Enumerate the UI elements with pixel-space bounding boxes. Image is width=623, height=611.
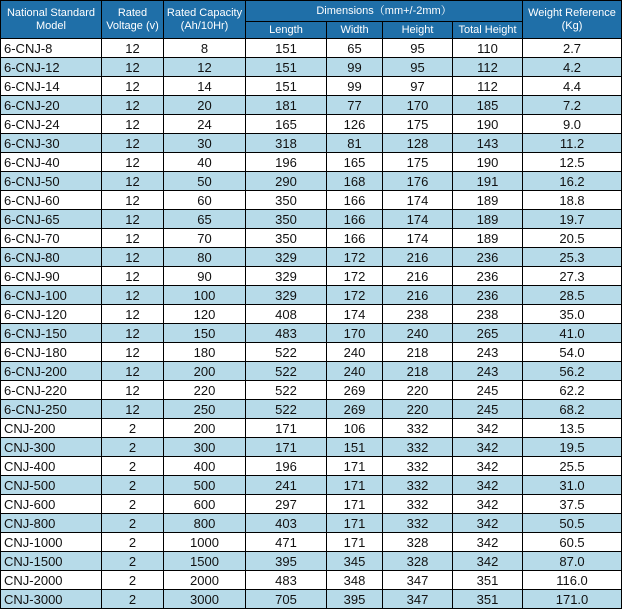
cell-voltage: 12 <box>102 134 164 153</box>
cell-total-height: 238 <box>453 305 523 324</box>
cell-length: 151 <box>246 58 327 77</box>
table-row <box>1 191 622 210</box>
cell-width: 166 <box>327 210 383 229</box>
cell-model: 6-CNJ-14 <box>1 77 102 96</box>
cell-capacity: 30 <box>164 134 246 153</box>
cell-voltage: 12 <box>102 115 164 134</box>
cell-voltage: 12 <box>102 172 164 191</box>
cell-model: 6-CNJ-250 <box>1 400 102 419</box>
cell-capacity: 1000 <box>164 533 246 552</box>
cell-height: 95 <box>383 58 453 77</box>
cell-width: 65 <box>327 39 383 58</box>
cell-length: 329 <box>246 248 327 267</box>
cell-voltage: 12 <box>102 305 164 324</box>
cell-voltage: 12 <box>102 77 164 96</box>
cell-width: 106 <box>327 419 383 438</box>
cell-model: 6-CNJ-40 <box>1 153 102 172</box>
cell-model: CNJ-1500 <box>1 552 102 571</box>
cell-length: 350 <box>246 210 327 229</box>
cell-total-height: 342 <box>453 457 523 476</box>
table-row <box>1 172 622 191</box>
cell-model: 6-CNJ-70 <box>1 229 102 248</box>
cell-model: 6-CNJ-24 <box>1 115 102 134</box>
table-row <box>1 77 622 96</box>
header-width: Width <box>327 22 383 39</box>
table-row <box>1 153 622 172</box>
cell-total-height: 243 <box>453 343 523 362</box>
cell-height: 174 <box>383 191 453 210</box>
cell-voltage: 2 <box>102 476 164 495</box>
cell-width: 171 <box>327 457 383 476</box>
table-row <box>1 39 622 58</box>
cell-model: CNJ-200 <box>1 419 102 438</box>
cell-total-height: 189 <box>453 210 523 229</box>
table-row <box>1 343 622 362</box>
cell-capacity: 150 <box>164 324 246 343</box>
cell-capacity: 500 <box>164 476 246 495</box>
table-row <box>1 286 622 305</box>
cell-length: 151 <box>246 39 327 58</box>
cell-length: 350 <box>246 229 327 248</box>
cell-model: CNJ-400 <box>1 457 102 476</box>
table-row <box>1 58 622 77</box>
cell-weight: 28.5 <box>523 286 622 305</box>
cell-height: 220 <box>383 381 453 400</box>
cell-total-height: 245 <box>453 381 523 400</box>
cell-capacity: 3000 <box>164 590 246 609</box>
cell-height: 332 <box>383 419 453 438</box>
table-row <box>1 400 622 419</box>
cell-capacity: 200 <box>164 362 246 381</box>
cell-length: 196 <box>246 457 327 476</box>
cell-model: CNJ-500 <box>1 476 102 495</box>
cell-total-height: 143 <box>453 134 523 153</box>
cell-capacity: 200 <box>164 419 246 438</box>
cell-total-height: 342 <box>453 419 523 438</box>
cell-length: 705 <box>246 590 327 609</box>
cell-voltage: 12 <box>102 362 164 381</box>
cell-height: 95 <box>383 39 453 58</box>
cell-length: 151 <box>246 77 327 96</box>
cell-length: 483 <box>246 571 327 590</box>
cell-capacity: 50 <box>164 172 246 191</box>
cell-model: 6-CNJ-200 <box>1 362 102 381</box>
cell-voltage: 2 <box>102 552 164 571</box>
cell-voltage: 12 <box>102 229 164 248</box>
cell-width: 165 <box>327 153 383 172</box>
cell-length: 483 <box>246 324 327 343</box>
cell-model: 6-CNJ-90 <box>1 267 102 286</box>
cell-width: 269 <box>327 400 383 419</box>
cell-voltage: 2 <box>102 495 164 514</box>
cell-height: 328 <box>383 533 453 552</box>
cell-capacity: 1500 <box>164 552 246 571</box>
cell-height: 347 <box>383 571 453 590</box>
table-row <box>1 362 622 381</box>
cell-capacity: 400 <box>164 457 246 476</box>
cell-voltage: 12 <box>102 39 164 58</box>
cell-length: 196 <box>246 153 327 172</box>
table-row <box>1 96 622 115</box>
cell-total-height: 110 <box>453 39 523 58</box>
cell-voltage: 12 <box>102 381 164 400</box>
cell-width: 170 <box>327 324 383 343</box>
header-dimensions: Dimensions（mm+/-2mm） <box>246 1 523 22</box>
table-row <box>1 210 622 229</box>
cell-model: CNJ-800 <box>1 514 102 533</box>
cell-weight: 87.0 <box>523 552 622 571</box>
cell-model: 6-CNJ-180 <box>1 343 102 362</box>
cell-total-height: 245 <box>453 400 523 419</box>
cell-capacity: 120 <box>164 305 246 324</box>
cell-width: 168 <box>327 172 383 191</box>
cell-total-height: 236 <box>453 267 523 286</box>
cell-total-height: 342 <box>453 552 523 571</box>
cell-length: 471 <box>246 533 327 552</box>
cell-voltage: 12 <box>102 286 164 305</box>
cell-capacity: 12 <box>164 58 246 77</box>
cell-total-height: 342 <box>453 495 523 514</box>
cell-model: 6-CNJ-65 <box>1 210 102 229</box>
cell-height: 347 <box>383 590 453 609</box>
cell-weight: 171.0 <box>523 590 622 609</box>
cell-length: 408 <box>246 305 327 324</box>
cell-voltage: 12 <box>102 400 164 419</box>
cell-model: CNJ-2000 <box>1 571 102 590</box>
cell-weight: 9.0 <box>523 115 622 134</box>
cell-length: 522 <box>246 400 327 419</box>
cell-total-height: 265 <box>453 324 523 343</box>
cell-weight: 4.4 <box>523 77 622 96</box>
cell-weight: 18.8 <box>523 191 622 210</box>
header-height: Height <box>383 22 453 39</box>
cell-model: CNJ-3000 <box>1 590 102 609</box>
cell-total-height: 191 <box>453 172 523 191</box>
table-row <box>1 381 622 400</box>
cell-length: 171 <box>246 438 327 457</box>
cell-width: 171 <box>327 495 383 514</box>
cell-total-height: 243 <box>453 362 523 381</box>
cell-weight: 20.5 <box>523 229 622 248</box>
cell-length: 350 <box>246 191 327 210</box>
cell-capacity: 14 <box>164 77 246 96</box>
cell-total-height: 189 <box>453 191 523 210</box>
cell-width: 348 <box>327 571 383 590</box>
cell-height: 238 <box>383 305 453 324</box>
cell-length: 329 <box>246 267 327 286</box>
cell-model: 6-CNJ-60 <box>1 191 102 210</box>
cell-width: 166 <box>327 191 383 210</box>
cell-weight: 13.5 <box>523 419 622 438</box>
cell-voltage: 2 <box>102 438 164 457</box>
cell-model: CNJ-300 <box>1 438 102 457</box>
table-row <box>1 419 622 438</box>
cell-voltage: 12 <box>102 343 164 362</box>
cell-height: 220 <box>383 400 453 419</box>
cell-length: 522 <box>246 381 327 400</box>
cell-model: 6-CNJ-220 <box>1 381 102 400</box>
cell-length: 181 <box>246 96 327 115</box>
cell-capacity: 180 <box>164 343 246 362</box>
cell-model: 6-CNJ-120 <box>1 305 102 324</box>
table-row <box>1 267 622 286</box>
cell-weight: 116.0 <box>523 571 622 590</box>
cell-height: 328 <box>383 552 453 571</box>
cell-length: 395 <box>246 552 327 571</box>
cell-capacity: 800 <box>164 514 246 533</box>
table-row <box>1 229 622 248</box>
cell-length: 522 <box>246 343 327 362</box>
cell-weight: 19.7 <box>523 210 622 229</box>
cell-weight: 7.2 <box>523 96 622 115</box>
cell-width: 240 <box>327 343 383 362</box>
table-row <box>1 514 622 533</box>
cell-weight: 27.3 <box>523 267 622 286</box>
cell-width: 269 <box>327 381 383 400</box>
cell-height: 176 <box>383 172 453 191</box>
cell-model: 6-CNJ-100 <box>1 286 102 305</box>
table-row <box>1 457 622 476</box>
cell-weight: 16.2 <box>523 172 622 191</box>
cell-height: 174 <box>383 210 453 229</box>
cell-length: 165 <box>246 115 327 134</box>
cell-weight: 54.0 <box>523 343 622 362</box>
cell-model: 6-CNJ-150 <box>1 324 102 343</box>
header-weight: Weight Reference (Kg) <box>523 1 622 39</box>
table-row <box>1 476 622 495</box>
cell-weight: 68.2 <box>523 400 622 419</box>
cell-voltage: 12 <box>102 153 164 172</box>
cell-total-height: 236 <box>453 248 523 267</box>
cell-weight: 56.2 <box>523 362 622 381</box>
cell-length: 522 <box>246 362 327 381</box>
cell-weight: 50.5 <box>523 514 622 533</box>
cell-width: 345 <box>327 552 383 571</box>
cell-width: 171 <box>327 533 383 552</box>
cell-voltage: 2 <box>102 571 164 590</box>
table-row <box>1 324 622 343</box>
table-row <box>1 248 622 267</box>
cell-length: 403 <box>246 514 327 533</box>
cell-width: 395 <box>327 590 383 609</box>
cell-height: 216 <box>383 248 453 267</box>
cell-weight: 35.0 <box>523 305 622 324</box>
cell-total-height: 112 <box>453 58 523 77</box>
cell-weight: 12.5 <box>523 153 622 172</box>
table-header <box>1 1 622 39</box>
cell-total-height: 342 <box>453 514 523 533</box>
cell-capacity: 40 <box>164 153 246 172</box>
cell-length: 318 <box>246 134 327 153</box>
cell-width: 77 <box>327 96 383 115</box>
cell-height: 218 <box>383 362 453 381</box>
cell-voltage: 12 <box>102 96 164 115</box>
cell-total-height: 236 <box>453 286 523 305</box>
cell-width: 126 <box>327 115 383 134</box>
cell-model: CNJ-600 <box>1 495 102 514</box>
cell-height: 170 <box>383 96 453 115</box>
cell-capacity: 20 <box>164 96 246 115</box>
header-total-height: Total Height <box>453 22 523 39</box>
cell-length: 290 <box>246 172 327 191</box>
cell-height: 332 <box>383 457 453 476</box>
cell-voltage: 2 <box>102 419 164 438</box>
cell-height: 174 <box>383 229 453 248</box>
cell-height: 240 <box>383 324 453 343</box>
header-voltage: Rated Voltage (v) <box>102 1 164 39</box>
cell-capacity: 70 <box>164 229 246 248</box>
cell-height: 216 <box>383 267 453 286</box>
cell-height: 175 <box>383 115 453 134</box>
cell-width: 172 <box>327 286 383 305</box>
cell-capacity: 250 <box>164 400 246 419</box>
cell-total-height: 190 <box>453 115 523 134</box>
cell-capacity: 90 <box>164 267 246 286</box>
cell-capacity: 220 <box>164 381 246 400</box>
cell-height: 332 <box>383 438 453 457</box>
cell-height: 332 <box>383 514 453 533</box>
table-row <box>1 305 622 324</box>
cell-width: 174 <box>327 305 383 324</box>
cell-capacity: 100 <box>164 286 246 305</box>
cell-capacity: 80 <box>164 248 246 267</box>
table-row <box>1 438 622 457</box>
cell-width: 151 <box>327 438 383 457</box>
cell-voltage: 12 <box>102 58 164 77</box>
cell-voltage: 12 <box>102 324 164 343</box>
cell-height: 128 <box>383 134 453 153</box>
cell-width: 81 <box>327 134 383 153</box>
header-model: National Standard Model <box>1 1 102 39</box>
cell-width: 166 <box>327 229 383 248</box>
cell-weight: 19.5 <box>523 438 622 457</box>
cell-capacity: 8 <box>164 39 246 58</box>
cell-weight: 4.2 <box>523 58 622 77</box>
cell-total-height: 351 <box>453 590 523 609</box>
cell-model: 6-CNJ-8 <box>1 39 102 58</box>
cell-width: 171 <box>327 476 383 495</box>
cell-width: 99 <box>327 58 383 77</box>
cell-voltage: 12 <box>102 191 164 210</box>
cell-capacity: 300 <box>164 438 246 457</box>
cell-model: 6-CNJ-20 <box>1 96 102 115</box>
cell-weight: 62.2 <box>523 381 622 400</box>
header-capacity: Rated Capacity (Ah/10Hr) <box>164 1 246 39</box>
cell-height: 218 <box>383 343 453 362</box>
table-body <box>1 39 622 609</box>
cell-model: CNJ-1000 <box>1 533 102 552</box>
cell-total-height: 342 <box>453 533 523 552</box>
table-row <box>1 552 622 571</box>
cell-capacity: 60 <box>164 191 246 210</box>
cell-weight: 2.7 <box>523 39 622 58</box>
cell-total-height: 112 <box>453 77 523 96</box>
cell-weight: 41.0 <box>523 324 622 343</box>
cell-model: 6-CNJ-12 <box>1 58 102 77</box>
cell-weight: 11.2 <box>523 134 622 153</box>
cell-model: 6-CNJ-80 <box>1 248 102 267</box>
cell-total-height: 185 <box>453 96 523 115</box>
cell-capacity: 65 <box>164 210 246 229</box>
table-row <box>1 533 622 552</box>
cell-voltage: 12 <box>102 267 164 286</box>
cell-height: 97 <box>383 77 453 96</box>
cell-total-height: 342 <box>453 438 523 457</box>
cell-capacity: 600 <box>164 495 246 514</box>
cell-voltage: 2 <box>102 457 164 476</box>
cell-total-height: 342 <box>453 476 523 495</box>
header-length: Length <box>246 22 327 39</box>
cell-width: 240 <box>327 362 383 381</box>
cell-height: 216 <box>383 286 453 305</box>
cell-total-height: 351 <box>453 571 523 590</box>
cell-voltage: 12 <box>102 248 164 267</box>
cell-length: 329 <box>246 286 327 305</box>
cell-voltage: 2 <box>102 533 164 552</box>
cell-capacity: 24 <box>164 115 246 134</box>
cell-total-height: 189 <box>453 229 523 248</box>
cell-model: 6-CNJ-30 <box>1 134 102 153</box>
cell-voltage: 12 <box>102 210 164 229</box>
cell-length: 171 <box>246 419 327 438</box>
cell-height: 332 <box>383 495 453 514</box>
cell-total-height: 190 <box>453 153 523 172</box>
cell-weight: 25.3 <box>523 248 622 267</box>
cell-width: 172 <box>327 248 383 267</box>
cell-length: 297 <box>246 495 327 514</box>
table-row <box>1 134 622 153</box>
cell-weight: 37.5 <box>523 495 622 514</box>
table-row <box>1 571 622 590</box>
table-row <box>1 495 622 514</box>
cell-width: 172 <box>327 267 383 286</box>
cell-weight: 60.5 <box>523 533 622 552</box>
cell-voltage: 2 <box>102 590 164 609</box>
cell-width: 171 <box>327 514 383 533</box>
cell-model: 6-CNJ-50 <box>1 172 102 191</box>
cell-weight: 25.5 <box>523 457 622 476</box>
cell-width: 99 <box>327 77 383 96</box>
table-row <box>1 590 622 609</box>
table-row <box>1 115 622 134</box>
cell-voltage: 2 <box>102 514 164 533</box>
cell-height: 175 <box>383 153 453 172</box>
cell-capacity: 2000 <box>164 571 246 590</box>
cell-length: 241 <box>246 476 327 495</box>
cell-height: 332 <box>383 476 453 495</box>
cell-weight: 31.0 <box>523 476 622 495</box>
